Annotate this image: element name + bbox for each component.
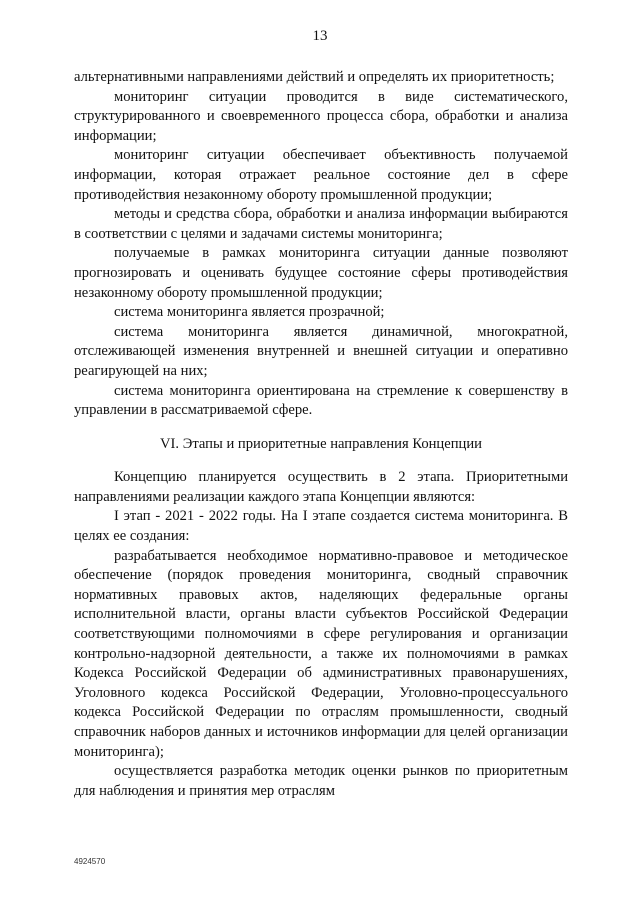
paragraph: система мониторинга ориентирована на стремление к совершенству в управлении в рассматриваемой сфере. [74, 382, 568, 419]
paragraph: альтернативными направлениями действий и определять их приоритетность; [74, 69, 555, 85]
paragraph: система мониторинга является прозрачной; [114, 304, 385, 321]
paragraph: методы и средства сбора, обработки и анализа информации выбираются в соответствии с целями и задачами системы мониторинга; [74, 206, 568, 242]
paragraph: Концепцию планируется осуществить в 2 этапа. Приоритетными направлениями реализации каждого этапа Концепции являются: [74, 469, 568, 505]
section-heading: VI. Этапы и приоритетные направления Концепции [160, 435, 482, 452]
paragraph: получаемые в рамках мониторинга ситуации данные позволяют прогнозировать и оценивать будущее состояние сферы противодействия незаконному обороту промышленной продукции; [74, 245, 568, 301]
paragraph: система мониторинга является динамичной, многократной, отслеживающей изменения внутренней и внешней ситуации и оперативно реагирующей на них; [74, 323, 568, 379]
document-code: 4924570 [74, 857, 106, 866]
paragraph: разрабатывается необходимое нормативно-правовое и методическое обеспечение (порядок проведения мониторинга, сводный справочник нормативных правовых актов, наделяющих федеральные органы исполнительной власти, органы власти субъектов Российской Федерации соответствующими полномочиями в сфере регулирования и организации контрольно-надзорной деятельности, а также их полномочиями в рамках Кодекса Российской Федерации об административных правонарушениях, Уголовного кодекса Российской Федерации, Уголовно-процессуального кодекса Российской Федерации по отраслям промышленности, сводный справочник наборов данных и источников информации для целей организации мониторинга); [74, 547, 568, 760]
paragraph: мониторинг ситуации проводится в виде систематического, структурированного и своевременного процесса сбора, обработки и анализа информации; [74, 88, 568, 144]
paragraph: I этап - 2021 - 2022 годы. На I этапе создается система мониторинга. В целях ее создания: [74, 508, 568, 545]
paragraph: осуществляется разработка методик оценки рынков по приоритетным для наблюдения и принятия мер отраслям [74, 763, 568, 799]
paragraph: мониторинг ситуации обеспечивает объективность получаемой информации, которая отражает реальное состояние дел в сфере противодействия незаконному обороту промышленной продукции; [74, 147, 568, 203]
page-number: 13 [312, 28, 328, 44]
document-body [74, 68, 568, 801]
